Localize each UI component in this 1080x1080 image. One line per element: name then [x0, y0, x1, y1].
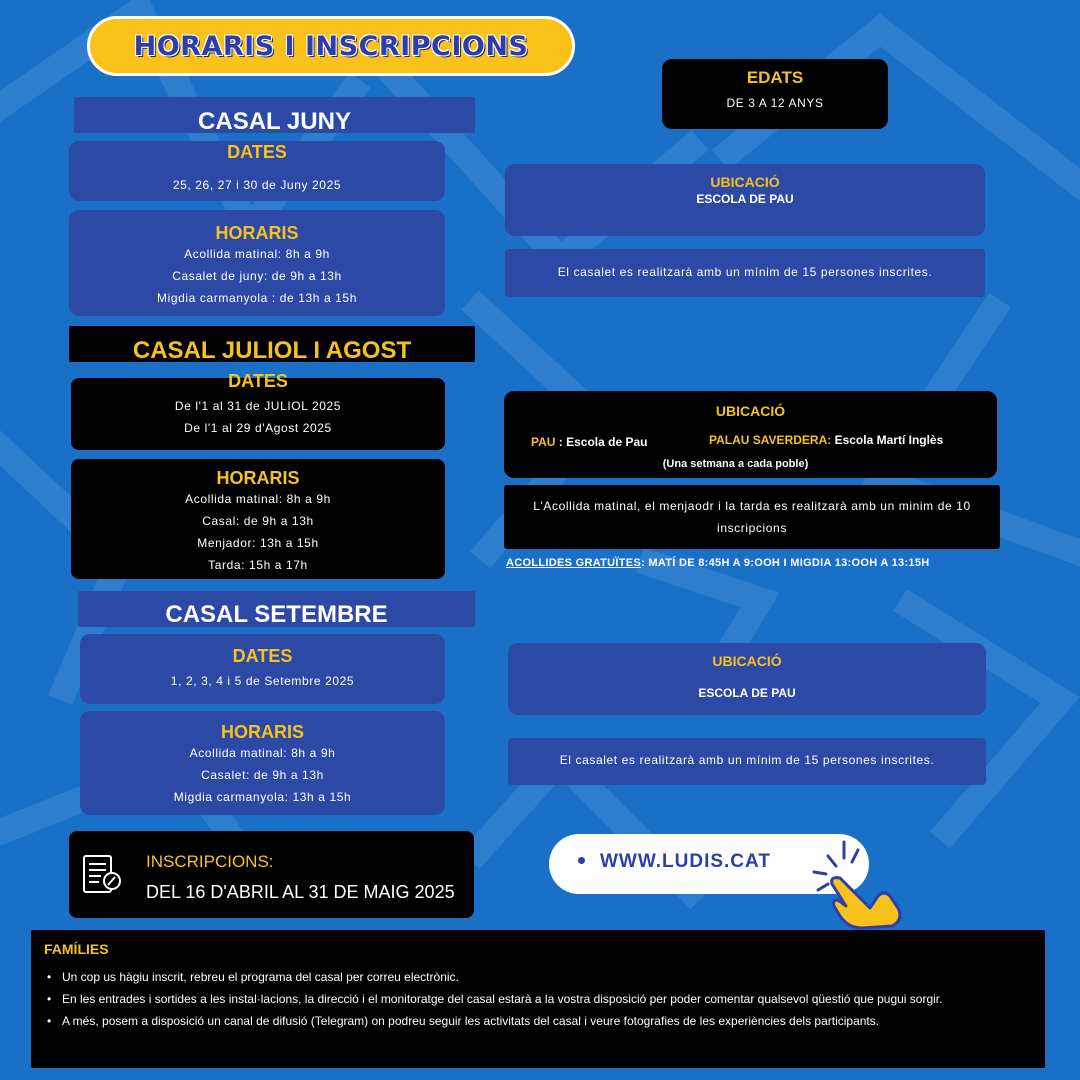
- juliol-horari-line: Acollida matinal: 8h a 9h: [185, 492, 331, 506]
- juliol-date-line: De l'1 al 31 de JULIOL 2025: [174, 399, 342, 413]
- juliol-note-box: [504, 485, 1000, 549]
- families-item: • Un cop us hàgiu inscrit, rebreu el programa del casal per correu electrònic.: [47, 966, 1029, 988]
- edats-value: DE 3 A 12 ANYS: [726, 96, 824, 110]
- section-setembre-title: CASAL SETEMBRE: [165, 601, 388, 628]
- juny-note: El casalet es realitzarà amb un mínim de 15 persones inscrites.: [557, 265, 933, 279]
- section-juliol-title-bar: [69, 326, 475, 362]
- juny-note-box: [505, 249, 985, 297]
- pointing-hand-click-icon: [800, 838, 910, 930]
- juny-horari-line: Acollida matinal: 8h a 9h: [184, 247, 330, 261]
- setembre-ubicacio-box: [508, 643, 986, 715]
- families-list: [47, 966, 1029, 1032]
- ubicacio-saverdera-label: PALAU SAVERDERA:: [709, 433, 832, 447]
- juny-horari-line: Migdia carmanyola : de 13h a 15h: [157, 291, 357, 305]
- juny-date-line: 25, 26, 27 i 30 de Juny 2025: [172, 178, 342, 192]
- juliol-horari-line: Casal: de 9h a 13h: [202, 514, 314, 528]
- inscripcions-box: [69, 831, 474, 918]
- ubicacio-saverdera-value: Escola Martí Inglès: [834, 433, 944, 447]
- acollides-gratuites-label: ACOLLIDES GRATUÏTES: [506, 557, 642, 569]
- juliol-note: L'Acollida matinal, el menjaodr i la tarda es realitzarà amb un minim de 10 inscripcions: [533, 499, 971, 535]
- juny-dates-heading: DATES: [227, 142, 287, 162]
- juny-horaris-heading: HORARIS: [215, 223, 299, 243]
- juliol-dates-box: [71, 371, 445, 450]
- juliol-date-line: De l'1 al 29 d'Agost 2025: [184, 421, 332, 435]
- juny-horari-line: Casalet de juny: de 9h a 13h: [172, 269, 342, 283]
- acollides-gratuites-value: : MATÍ DE 8:45H A 9:OOH I MIGDIA 13:OOH A 13:15H: [641, 557, 930, 569]
- ubicacio-pau-value: : Escola de Pau: [558, 435, 648, 449]
- section-juny-title-bar: [74, 97, 475, 133]
- ubicacio-saverdera: [709, 433, 943, 447]
- setembre-ubicacio-value: ESCOLA DE PAU: [698, 686, 796, 700]
- juny-dates-box: [69, 141, 445, 201]
- section-juny-title: CASAL JUNY: [198, 108, 351, 135]
- edats-heading: EDATS: [746, 68, 804, 87]
- setembre-horari-line: Migdia carmanyola: 13h a 15h: [173, 790, 352, 804]
- inscripcions-period: DEL 16 D'ABRIL AL 31 DE MAIG 2025: [146, 882, 455, 902]
- acollides-gratuites: [506, 557, 929, 569]
- juny-ubicacio-heading: UBICACIÓ: [710, 174, 780, 190]
- ubicacio-pau: [531, 435, 648, 449]
- families-heading: FAMÍLIES: [44, 941, 109, 957]
- juliol-ubicacio-box: [504, 391, 997, 478]
- juliol-ubicacio-heading: UBICACIÓ: [715, 403, 786, 419]
- ubicacio-setmana-note: (Una setmana a cada poble): [662, 458, 809, 470]
- setembre-date-line: 1, 2, 3, 4 i 5 de Setembre 2025: [170, 674, 355, 688]
- form-document-icon: [81, 853, 125, 895]
- juliol-horari-line: Menjador: 13h a 15h: [197, 536, 319, 550]
- setembre-horari-line: Acollida matinal: 8h a 9h: [189, 746, 336, 760]
- setembre-note: El casalet es realitzarà amb un mínim de 15 persones inscrites.: [559, 753, 935, 767]
- setembre-horari-line: Casalet: de 9h a 13h: [201, 768, 324, 782]
- juliol-dates-heading: DATES: [228, 371, 288, 391]
- bullet-dot: [578, 857, 585, 864]
- juny-horaris-box: [69, 210, 445, 316]
- setembre-horaris-heading: HORARIS: [220, 722, 304, 742]
- families-item: • A més, posem a disposició un canal de difusió (Telegram) on podreu seguir les activitats del casal i veure fotografies de les experiències dels participants.: [47, 1010, 1029, 1032]
- title-banner: [87, 16, 575, 76]
- juliol-horaris-box: [71, 459, 445, 579]
- families-item: • En les entrades i sortides a les instal·lacions, la direcció i el monitoratge del casal estarà a la vostra disposició per poder comentar qualsevol qüestió que pugui sorgir.: [47, 988, 1029, 1010]
- edats-box: [662, 59, 888, 129]
- juny-ubicacio-box: [505, 164, 985, 236]
- setembre-dates-box: [80, 634, 445, 704]
- ubicacio-pau-label: PAU: [531, 435, 556, 449]
- juliol-horaris-heading: HORARIS: [216, 468, 300, 488]
- families-box: [31, 930, 1045, 1068]
- juliol-horari-line: Tarda: 15h a 17h: [208, 558, 308, 572]
- juny-ubicacio-value: ESCOLA DE PAU: [696, 192, 794, 206]
- setembre-dates-heading: DATES: [232, 646, 293, 666]
- setembre-note-box: [508, 738, 986, 785]
- page-title: HORARIS I INSCRIPCIONS: [133, 30, 529, 62]
- setembre-horaris-box: [80, 711, 445, 815]
- website-url: WWW.LUDIS.CAT: [600, 851, 771, 872]
- inscripcions-heading: INSCRIPCIONS:: [146, 852, 274, 871]
- setembre-ubicacio-heading: UBICACIÓ: [712, 653, 782, 669]
- section-juliol-title: CASAL JULIOL I AGOST: [132, 337, 412, 364]
- section-setembre-title-bar: [78, 591, 475, 627]
